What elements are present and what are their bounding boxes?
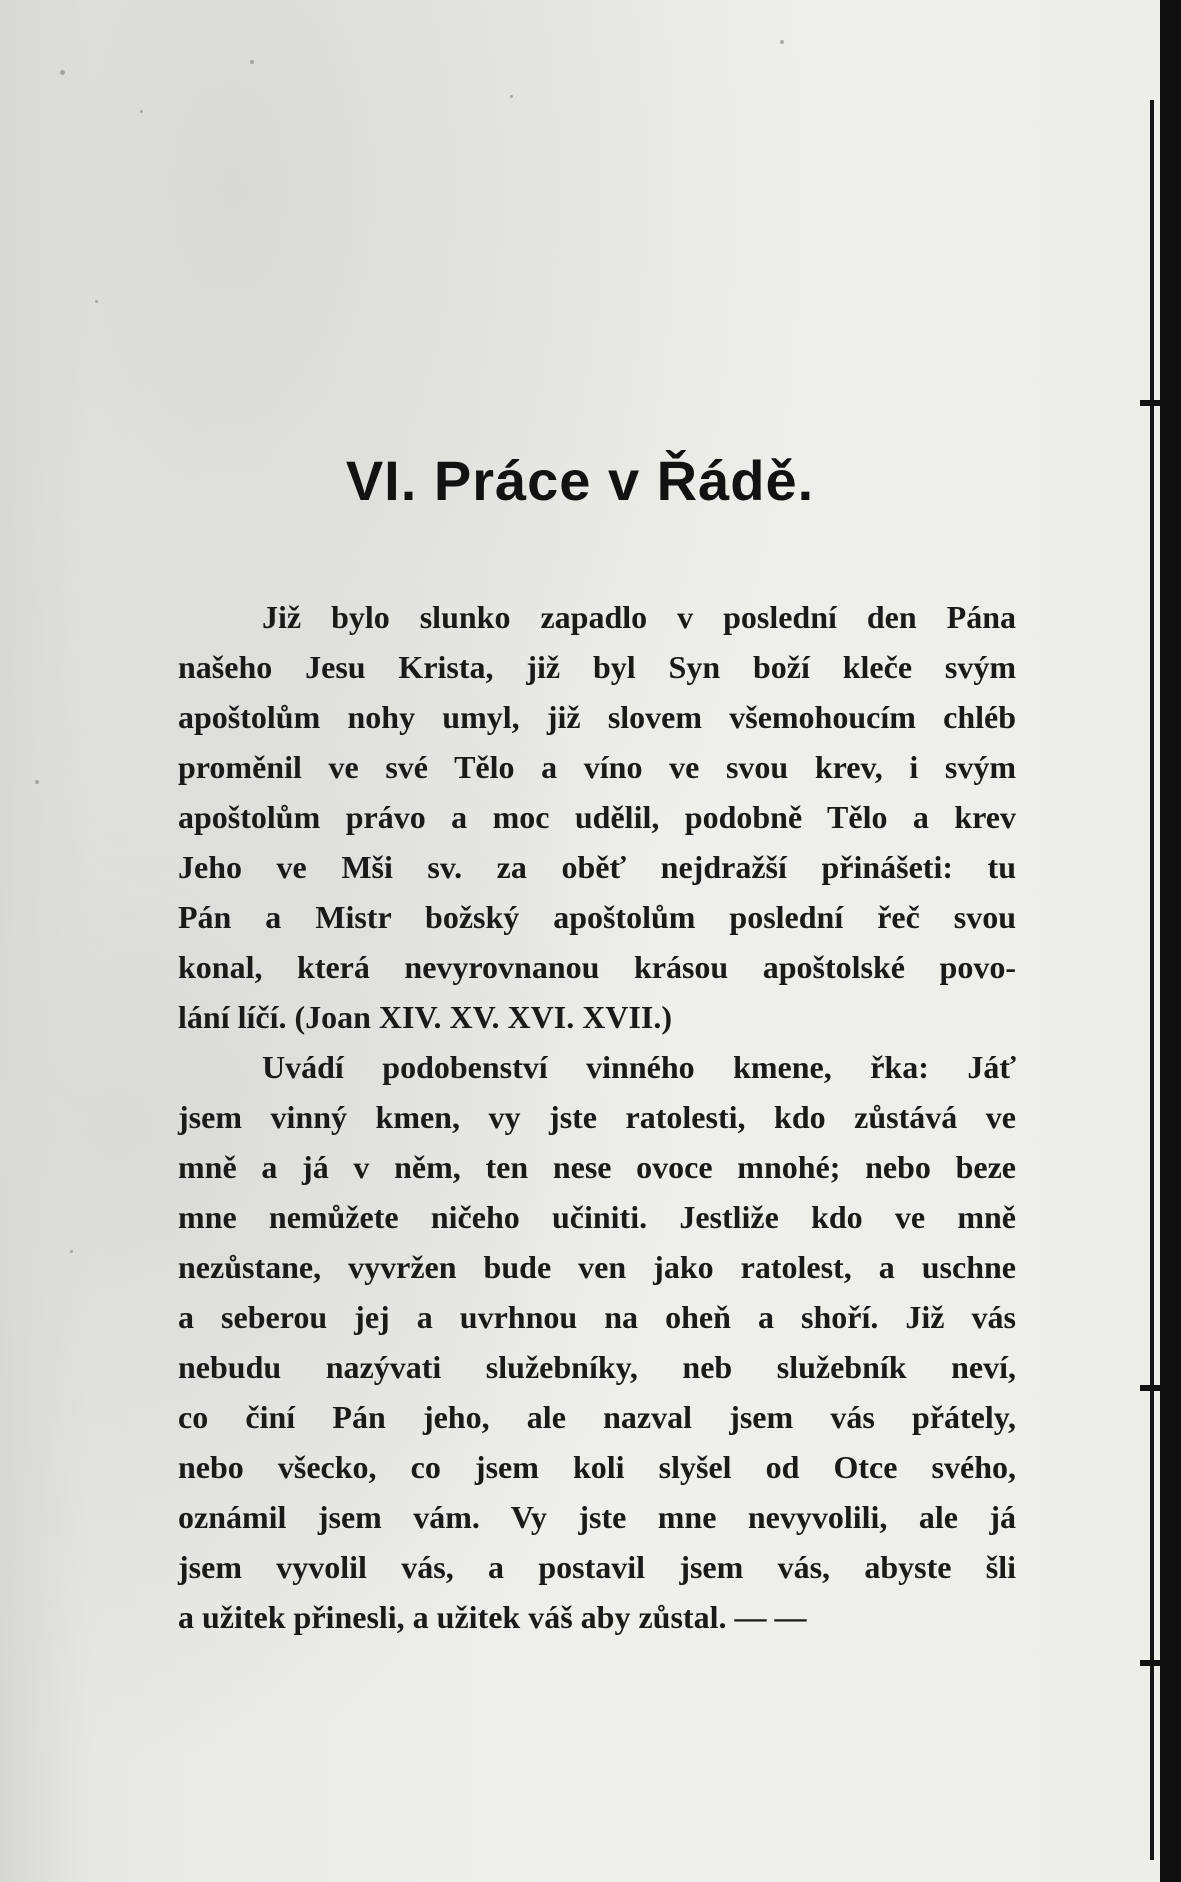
text-line: nebudu nazývati služebníky, neb služebník neví, [178, 1349, 1016, 1385]
text-line: mně a já v něm, ten nese ovoce mnohé; nebo beze [178, 1149, 1016, 1185]
scan-edge [1160, 0, 1181, 1882]
text-line: nezůstane, vyvržen bude ven jako ratolest, a uschne [178, 1249, 1016, 1285]
text-line: a užitek přinesli, a užitek váš aby zůstal. — — [178, 1599, 807, 1635]
text-line: oznámil jsem vám. Vy jste mne nevyvolili, ale já [178, 1499, 1016, 1535]
text-line: co činí Pán jeho, ale nazval jsem vás přátely, [178, 1399, 1016, 1435]
paper-speck [60, 70, 65, 75]
text-line: Již bylo slunko zapadlo v poslední den Pána [262, 599, 1016, 635]
chapter-heading: VI. Práce v Řádě. [345, 449, 815, 512]
paper-speck [250, 60, 254, 64]
text-line: Pán a Mistr božský apoštolům poslední řeč svou [178, 899, 1016, 935]
paper-speck [510, 95, 513, 98]
text-line: Jeho ve Mši sv. za oběť nejdražší přinášeti: tu [178, 849, 1016, 885]
paragraph-1 [178, 592, 1016, 1042]
text-line: proměnil ve své Tělo a víno ve svou krev, i svým [178, 749, 1016, 785]
text-line: a seberou jej a uvrhnou na oheň a shoří. Již vás [178, 1299, 1016, 1335]
text-line: konal, která nevyrovnanou krásou apoštolské povo- [178, 949, 1016, 985]
paper-speck [780, 40, 784, 44]
text-line: jsem vyvolil vás, a postavil jsem vás, abyste šli [178, 1549, 1016, 1585]
text-line: mne nemůžete ničeho učiniti. Jestliže kdo ve mně [178, 1199, 1016, 1235]
text-line: našeho Jesu Krista, již byl Syn boží kleče svým [178, 649, 1016, 685]
text-line: lání líčí. (Joan XIV. XV. XVI. XVII.) [178, 999, 672, 1035]
text-line: apoštolům nohy umyl, již slovem všemohoucím chléb [178, 699, 1016, 735]
paragraph-2 [178, 1042, 1016, 1642]
paper-speck [35, 780, 39, 784]
paper-speck [140, 110, 143, 113]
paper-speck [70, 1250, 73, 1253]
paper-speck [95, 300, 98, 303]
page-binding-line [1150, 100, 1154, 1860]
text-line: Uvádí podobenství vinného kmene, řka: Jáť [262, 1049, 1016, 1085]
text-line: jsem vinný kmen, vy jste ratolesti, kdo zůstává ve [178, 1099, 1016, 1135]
text-line: apoštolům právo a moc udělil, podobně Tělo a krev [178, 799, 1016, 835]
text-line: nebo všecko, co jsem koli slyšel od Otce svého, [178, 1449, 1016, 1485]
